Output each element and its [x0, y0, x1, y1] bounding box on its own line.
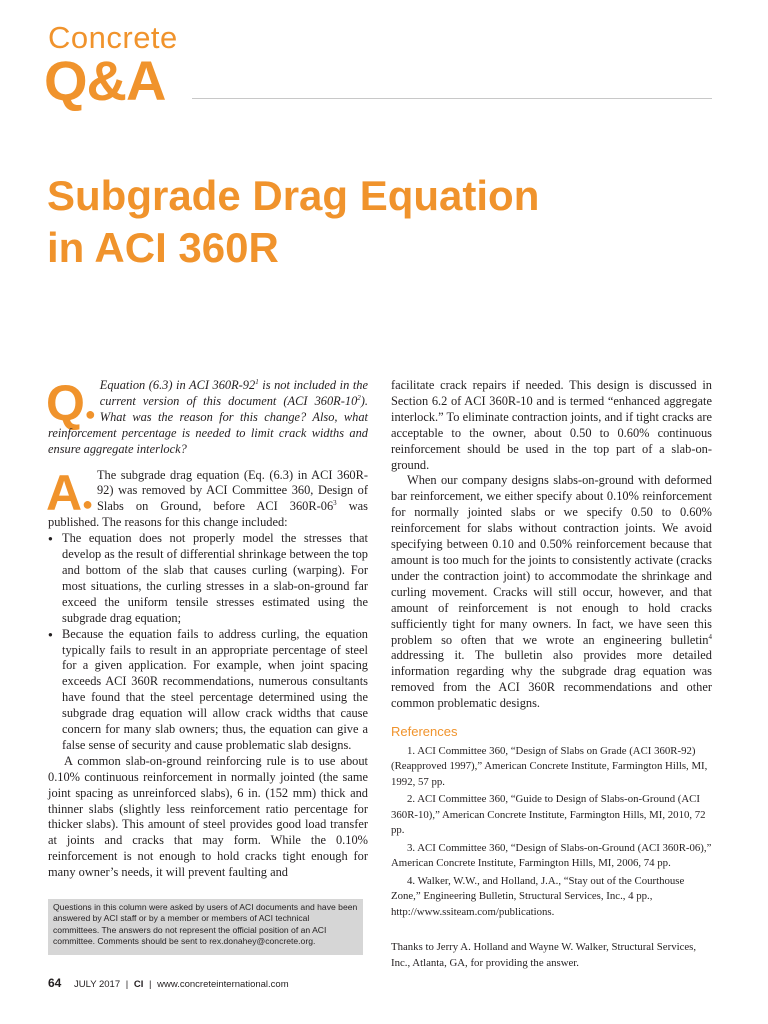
- header-kicker: Concrete: [48, 20, 178, 55]
- header-section-title: Q&A: [44, 49, 166, 112]
- answer-paragraph-2-continued: facilitate crack repairs if needed. This design is discussed in Section 6.2 of ACI 360R-10 and is termed “enhanced aggregate interlock.” To eliminate contraction joints, and if tight cracks are acceptable to the owner, about 0.50 to 0.60% continuous reinforcement should be used in the top part of a slab-on-ground.: [391, 378, 712, 472]
- reference-item: 4. Walker, W.W., and Holland, J.A., “Stay out of the Courthouse Zone,” Engineering Bulletin, Structural Services, Inc., 4 pp., http://www.ssiteam.com/publications.: [391, 874, 685, 918]
- title-line-2: in ACI 360R: [47, 224, 279, 271]
- reference-item: 2. ACI Committee 360, “Guide to Design of Slabs-on-Ground (ACI 360R-10),” American Concrete Institute, Farmington Hills, MI, 2010, 72 pp.: [391, 793, 706, 837]
- answer-bullet-list: [48, 531, 368, 754]
- answer-paragraph-2: A common slab-on-ground reinforcing rule is to use about 0.10% continuous reinforcement in normally jointed (the same joint spacing as unreinforced slabs), 6 in. (152 mm) thick and thinner slabs (slightly less reinforcement ratio percentage for thicker slabs). This amount of steel provides good load transfer at joints and cracks that may form. While the 0.10% reinforcement is not enough to hold cracks tight enough for many owner’s needs, it will prevent faulting and: [48, 753, 368, 880]
- question-dropcap: Q●: [46, 375, 96, 431]
- article-title: [47, 170, 539, 274]
- acknowledgement: Thanks to Jerry A. Holland and Wayne W. Walker, Structural Services, Inc., Atlanta, GA, for providing the answer.: [391, 941, 697, 969]
- footer-separator: |: [149, 979, 152, 990]
- page-number: 64: [48, 976, 62, 990]
- answer-paragraph-3: When our company designs slabs-on-ground with deformed bar reinforcement, we either specify about 0.10% reinforcement for normally jointed slabs or we specify 0.50 to 0.60% reinforcement for slabs without contraction joints. We avoid specifying between 0.10 and 0.50% reinforcement because that amount is too much for the joints to consistently activate (cracks under the contraction joint) to accommodate the shrinkage and curling movement. Cracks will still occur, however, and that amount of reinforcement is not enough to hold cracks sufficiently tight for many owners. In fact, we have seen this problem so often that we wrote an engineering bulletin$^4$ addressing it. The bulletin also provides more detailed information regarding why the subgrade drag equation was removed from the ACI 360R recommendations and other common problematic designs.: [391, 473, 712, 711]
- question-paragraph: [46, 375, 368, 458]
- website-link[interactable]: www.concreteinternational.com: [157, 979, 289, 990]
- right-column: [391, 378, 712, 971]
- title-line-1: Subgrade Drag Equation: [47, 172, 540, 219]
- page-footer: [48, 976, 289, 990]
- column-notice-box: Questions in this column were asked by users of ACI documents and have been answered by ACI staff or by a member or members of ACI technical committees. The answers do not represent the official position of an ACI committee. Comments should be sent to rex.donahey@concrete.org.: [48, 899, 363, 955]
- answer-dropcap: A●: [46, 464, 93, 521]
- question-text: Equation (6.3) in ACI $360R-92^1$ is not included in the current version of this document (ACI $360R-10^2$). What was the reason for this change? Also, what reinforcement percentage is needed to limit crack widths and ensure aggregate interlock?: [48, 377, 368, 456]
- list-item: ● Because the equation fails to address curling, the equation typically fails to result in an appropriate percentage of steel for a given application. For example, when joint spacing exceeds ACI 360R recommendations, numerous consultants have found that the steel percentage determined using the subgrade drag equation will allow crack widths that cause concern for many slab owners; thus, the equation can give a false sense of security and cause problematic slab designs.: [48, 627, 368, 754]
- footer-separator: |: [125, 979, 129, 990]
- list-item: ● The equation does not properly model the stresses that develop as the result of differential shrinkage between the top and bottom of the slab that causes curling (warping). For most situations, the curling stresses in a slab-on-ground far exceed the uniform tensile stresses estimated using the subgrade drag equation;: [48, 531, 368, 626]
- reference-item: 1. ACI Committee 360, “Design of Slabs on Grade (ACI 360R-92) (Reapproved 1997),” American Concrete Institute, Farmington Hills, MI, 1992, 57 pp.: [391, 744, 708, 788]
- references-heading: References: [391, 724, 458, 740]
- reference-item: 3. ACI Committee 360, “Design of Slabs-on-Ground (ACI 360R-06),” American Concrete Institute, Farmington Hills, MI, 2006, 74 pp.: [391, 841, 712, 870]
- magazine-abbrev: CI: [133, 979, 144, 990]
- issue-date: JULY 2017: [74, 979, 121, 990]
- header-divider: [192, 98, 712, 99]
- left-column: [46, 375, 368, 881]
- answer-intro: A● The subgrade drag equation (Eq. (6.3) in ACI 360R-92) was removed by ACI Committee 360, Design of Slabs on Ground, before ACI $360R-06^3$ was published. The reasons for this change included:: [46, 464, 368, 530]
